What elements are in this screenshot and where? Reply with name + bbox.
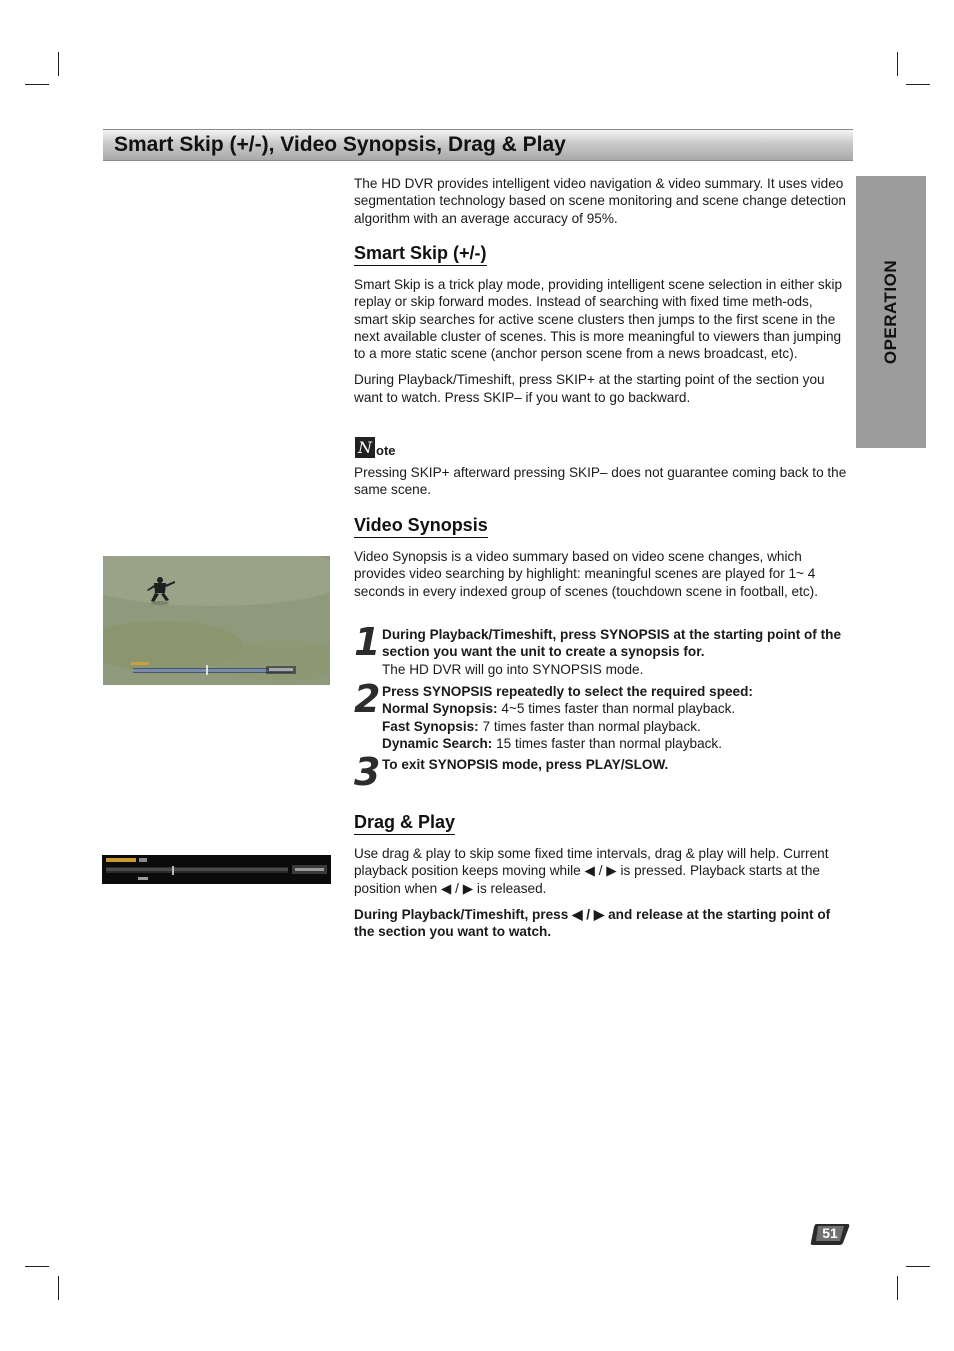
step-1: [382, 626, 852, 678]
video-synopsis-body: [354, 548, 850, 600]
intro-text: The HD DVR provides intelligent video navigation & video summary. It uses video segmentation technology based on scene monitoring and scene change detection algorithm with an average accuracy of 95%.: [354, 176, 846, 226]
video-synopsis-description: Video Synopsis is a video summary based on video scene changes, which provides video searching by highlight: meaningful scenes are played for 1~ 4 seconds in every indexed group of scenes (touchdown scene in football, etc).: [354, 549, 818, 599]
crop-mark: [897, 1276, 898, 1300]
step-1-instruction: During Playback/Timeshift, press SYNOPSIS at the starting point of the section you want the unit to create a synopsis for.: [382, 627, 842, 660]
page-number: 51: [822, 1225, 838, 1241]
step-number-2: 2: [354, 677, 381, 721]
drag-play-body: [354, 845, 850, 940]
page-number-badge: [810, 1222, 850, 1246]
fast-synopsis-label: Fast Synopsis:: [382, 718, 479, 734]
step-number-3: 3: [354, 750, 381, 794]
intro-paragraph: [354, 175, 850, 227]
drag-play-heading: Drag & Play: [354, 812, 455, 835]
step-2: [382, 683, 852, 752]
crop-mark: [25, 84, 49, 85]
normal-synopsis-label: Normal Synopsis:: [382, 701, 498, 717]
note-text: Pressing SKIP+ afterward pressing SKIP– does not guarantee coming back to the same scene.: [354, 465, 847, 498]
step-2-normal: [382, 700, 852, 717]
step-2-instruction: Press SYNOPSIS repeatedly to select the required speed:: [382, 684, 753, 699]
dynamic-search-label: Dynamic Search:: [382, 735, 493, 751]
side-tab: [856, 176, 926, 448]
smart-skip-description: Smart Skip is a trick play mode, providing intelligent scene selection in either skip replay or skip forward modes. Instead of searching with fixed time meth-ods, smart skip searches for active scene clusters then jumps to the first scene in the next available cluster of scenes. This is more meaningful to viewers than jumping to a more static scene (anchor person scene from a news broadcast, etc).: [354, 277, 843, 362]
step-2-fast: [382, 718, 852, 735]
smart-skip-heading: Smart Skip (+/-): [354, 243, 487, 266]
smart-skip-body: [354, 276, 850, 406]
drag-play-osd-image: [102, 855, 331, 884]
normal-synopsis-text: 4~5 times faster than normal playback.: [497, 701, 736, 717]
video-synopsis-heading: Video Synopsis: [354, 515, 488, 538]
synopsis-screen-image: [103, 556, 330, 685]
fast-synopsis-text: 7 times faster than normal playback.: [478, 718, 701, 734]
note-header: [355, 437, 396, 461]
step-number-1: 1: [354, 620, 381, 664]
crop-mark: [58, 1276, 59, 1300]
note-icon: N: [355, 437, 375, 458]
note-label: ote: [376, 443, 396, 458]
step-3: [382, 756, 852, 773]
crop-mark: [906, 84, 930, 85]
step-2-dynamic: [382, 735, 852, 752]
smart-skip-instruction: During Playback/Timeshift, press SKIP+ at the starting point of the section you want to watch. Press SKIP– if you want to go backward.: [354, 372, 825, 405]
crop-mark: [58, 52, 59, 76]
crop-mark: [906, 1266, 930, 1267]
side-tab-label: OPERATION: [881, 259, 900, 365]
step-3-instruction: To exit SYNOPSIS mode, press PLAY/SLOW.: [382, 757, 669, 772]
page-title: Smart Skip (+/-), Video Synopsis, Drag & Play: [114, 133, 566, 156]
crop-mark: [25, 1266, 49, 1267]
dynamic-search-text: 15 times faster than normal playback.: [492, 735, 723, 751]
drag-play-instruction: During Playback/Timeshift, press ◀ / ▶ and release at the starting point of the section you want to watch.: [354, 906, 831, 940]
drag-play-description: Use drag & play to skip some fixed time intervals, drag & play will help. Current playback position keeps moving while ◀ / ▶ is pressed. Playback starts at the position when ◀ / ▶ is released.: [354, 846, 829, 896]
note-body: [354, 464, 850, 499]
osd-progress-graphic: [102, 855, 331, 884]
section-title-bar: [103, 129, 853, 161]
crop-mark: [897, 52, 898, 76]
football-scene-graphic: [103, 556, 330, 685]
step-1-result: The HD DVR will go into SYNOPSIS mode.: [382, 661, 644, 677]
